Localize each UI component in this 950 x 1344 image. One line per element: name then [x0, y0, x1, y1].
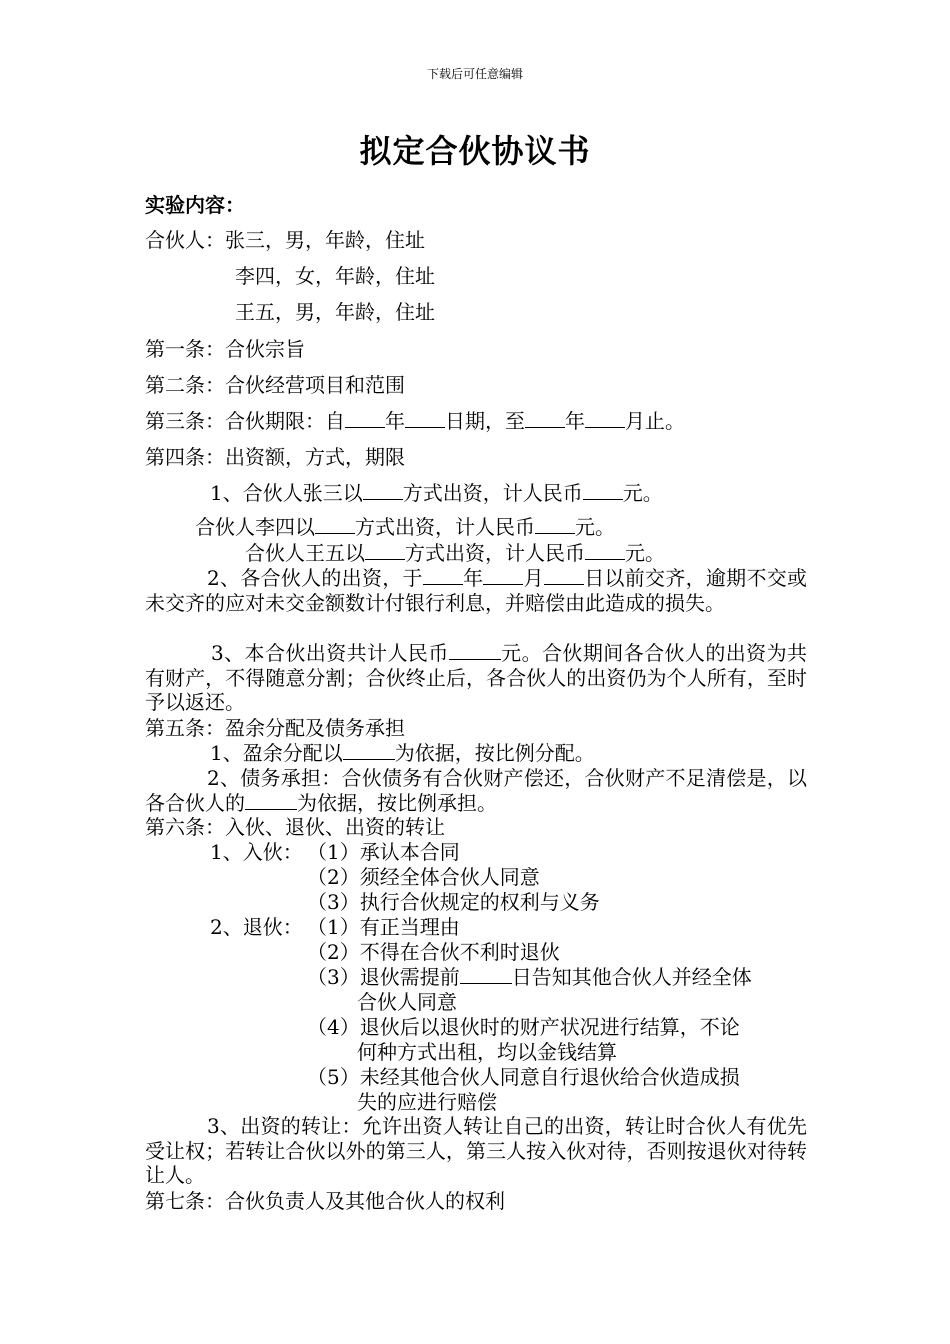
article-1: 第一条：合伙宗旨 [145, 337, 305, 361]
blank-field [525, 409, 565, 428]
article-6-item-3: 3、出资的转让：允许出资人转让自己的出资，转让时合伙人有优先受让权；若转让合伙以外的第三人，第三人按入伙对待，否则按退伙对待转让人。 [145, 1114, 807, 1187]
blank-field [345, 409, 385, 428]
article-6: 第六条：入伙、退伙、出资的转让 [145, 815, 445, 839]
partners-line-1 [145, 228, 425, 252]
partners-label: 合伙人： [145, 228, 225, 252]
article-6-withdraw-item-3-cont: 合伙人同意 [357, 990, 457, 1014]
article-6-withdraw-item-3: （3）退伙需提前 日告知其他合伙人并经全体 [307, 965, 752, 989]
article-6-withdraw-item-5-cont: 失的应进行赔偿 [357, 1090, 497, 1114]
document-title: 拟定合伙协议书 [359, 132, 591, 170]
blank-field [365, 541, 405, 560]
article-5: 第五条：盈余分配及债务承担 [145, 716, 405, 740]
article-6-withdraw-label: 2、退伙： [210, 915, 303, 939]
article-6-withdraw-item-1: （1）有正当理由 [307, 915, 460, 939]
article-7: 第七条：合伙负责人及其他合伙人的权利 [145, 1189, 505, 1213]
article-4: 第四条：出资额，方式，期限 [145, 445, 405, 469]
blank-field [315, 515, 355, 534]
article-6-withdraw-item-5: （5）未经其他合伙人同意自行退伙给合伙造成损 [307, 1065, 740, 1089]
article-6-join-item-1: （1）承认本合同 [307, 840, 460, 864]
blank-field [483, 566, 523, 585]
article-4-item-2: 2、各合伙人的出资，于 年 月 日以前交齐，逾期不交或未交齐的应对未交金额数计付银行利息，并赔偿由此造成的损失。 [145, 566, 808, 615]
partner-2: 李四，女，年龄，住址 [235, 264, 435, 288]
partner-1: 张三，男，年龄，住址 [225, 228, 425, 252]
blank-field [535, 515, 575, 534]
blank-field [460, 965, 512, 984]
blank-field [585, 409, 625, 428]
article-5-item-1: 1、盈余分配以 为依据，按比例分配。 [210, 741, 595, 765]
article-2: 第二条：合伙经营项目和范围 [145, 373, 405, 397]
partner-3: 王五，男，年龄，住址 [235, 300, 435, 324]
blank-field [423, 566, 463, 585]
blank-field [449, 641, 501, 660]
blank-field [583, 481, 623, 500]
article-6-withdraw-item-4-cont: 何种方式出租，均以金钱结算 [357, 1040, 617, 1064]
article-4-item-3: 3、本合伙出资共计人民币 元。合伙期间各合伙人的出资为共有财产，不得随意分割；合伙终止后，各合伙人的出资仍为个人所有，至时予以返还。 [145, 641, 807, 714]
blank-field [585, 541, 625, 560]
blank-field [245, 791, 297, 810]
article-6-withdraw-item-4: （4）退伙后以退伙时的财产状况进行结算，不论 [307, 1015, 740, 1039]
blank-field [363, 481, 403, 500]
article-6-withdraw-item-2: （2）不得在合伙不利时退伙 [307, 940, 560, 964]
article-5-item-2: 2、债务承担：合伙债务有合伙财产偿还，合伙财产不足清偿是，以各合伙人的 为依据，按比例承担。 [145, 766, 807, 815]
article-3: 第三条：合伙期限：自 年 日期，至 年 月止。 [145, 409, 685, 433]
article-4-item-1c: 合伙人王五以 方式出资，计人民币 元。 [245, 541, 665, 565]
article-6-join-label: 1、入伙： [210, 840, 303, 864]
blank-field [544, 566, 584, 585]
blank-field [405, 409, 445, 428]
article-6-join-item-3: （3）执行合伙规定的权利与义务 [307, 890, 600, 914]
section-heading: 实验内容： [145, 193, 245, 217]
blank-field [343, 741, 395, 760]
article-6-join-item-2: （2）须经全体合伙人同意 [307, 865, 540, 889]
header-note: 下载后可任意编辑 [426, 67, 523, 81]
article-4-item-1b: 合伙人李四以 方式出资，计人民币 元。 [195, 515, 615, 539]
article-4-item-1: 1、合伙人张三以 方式出资，计人民币 元。 [210, 481, 663, 505]
